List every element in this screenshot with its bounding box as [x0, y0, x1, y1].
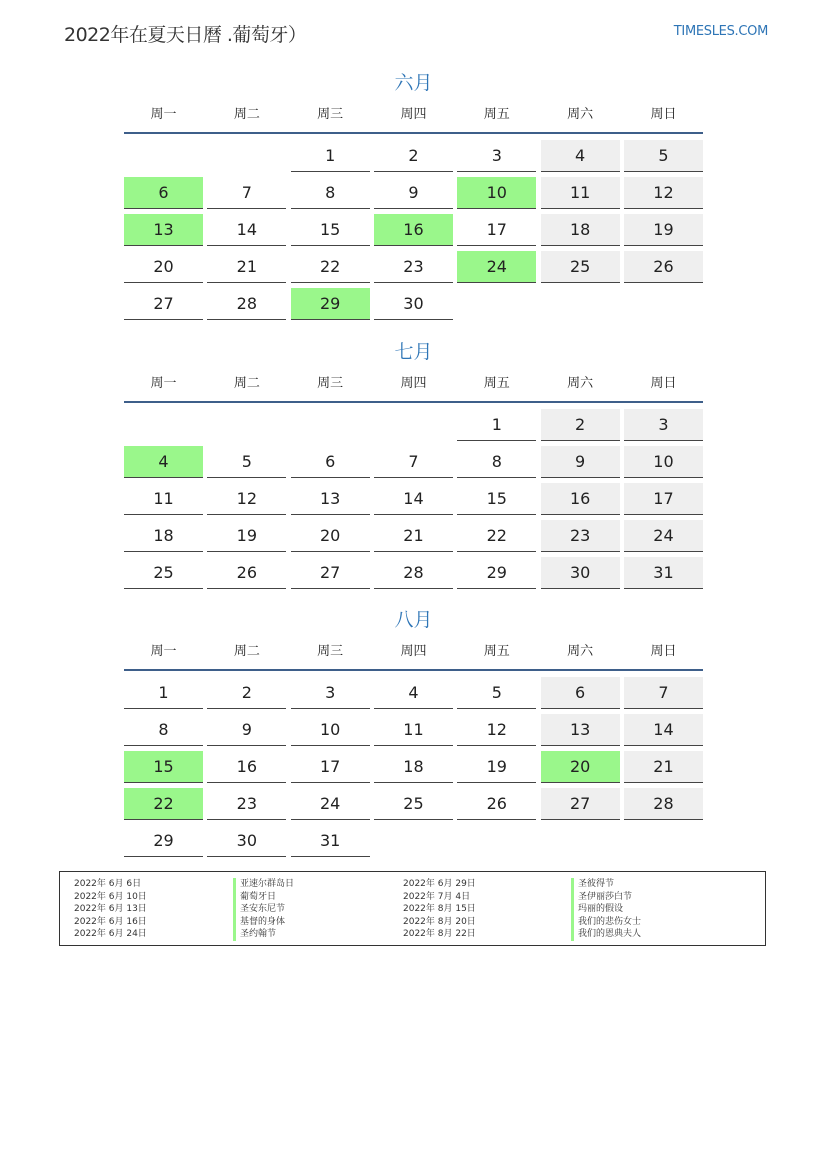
legend-holiday-name: 亚速尔群岛日	[233, 878, 294, 891]
weekday-header	[124, 104, 703, 134]
day-grid	[124, 140, 703, 320]
legend-holiday-name: 圣约翰节	[233, 928, 294, 941]
day-cell: 11	[124, 483, 203, 515]
weekday-label: 周日	[650, 376, 677, 391]
day-cell: 28	[374, 557, 453, 589]
month-title: 八月	[394, 609, 433, 631]
day-cell: 30	[541, 557, 620, 589]
day-cell: 27	[541, 788, 620, 820]
weekday-label: 周四	[400, 644, 427, 659]
day-cell: 26	[457, 788, 536, 820]
legend-dates-col-1	[74, 878, 147, 941]
day-cell: 16	[374, 214, 453, 246]
legend-dates-col-2	[403, 878, 476, 941]
day-cell: 1	[457, 409, 536, 441]
document-title: 2022年在夏天日曆 .葡萄牙）	[64, 24, 307, 46]
site-link[interactable]: TIMESLES.COM	[673, 24, 768, 39]
day-cell: 19	[207, 520, 286, 552]
empty-cell	[207, 140, 286, 171]
day-cell: 9	[374, 177, 453, 209]
day-cell: 15	[291, 214, 370, 246]
day-cell: 4	[374, 677, 453, 709]
day-cell: 8	[291, 177, 370, 209]
day-cell: 31	[291, 825, 370, 857]
day-cell: 25	[124, 557, 203, 589]
empty-cell	[374, 409, 453, 440]
day-cell: 18	[374, 751, 453, 783]
legend-date: 2022年 7月 4日	[403, 891, 471, 902]
day-cell: 21	[624, 751, 703, 783]
legend-date: 2022年 6月 16日	[74, 916, 147, 927]
weekday-label: 周四	[400, 107, 427, 122]
month-august	[124, 605, 703, 857]
day-cell: 27	[124, 288, 203, 320]
weekday-label: 周三	[317, 644, 344, 659]
day-cell: 11	[374, 714, 453, 746]
day-cell: 2	[541, 409, 620, 441]
empty-cell	[207, 409, 286, 440]
weekday-label: 周二	[233, 107, 260, 122]
day-cell: 14	[207, 214, 286, 246]
weekday-label: 周二	[233, 644, 260, 659]
legend-date: 2022年 8月 20日	[403, 916, 476, 927]
day-cell: 29	[291, 288, 370, 320]
day-cell: 27	[291, 557, 370, 589]
legend-holiday-name: 我们的悲伤女士	[571, 916, 641, 929]
day-cell: 28	[207, 288, 286, 320]
day-cell: 6	[124, 177, 203, 209]
weekday-label: 周五	[483, 644, 510, 659]
weekday-header	[124, 373, 703, 403]
day-cell: 3	[457, 140, 536, 172]
day-grid	[124, 409, 703, 589]
legend-names-col-2	[571, 878, 641, 941]
day-cell: 19	[624, 214, 703, 246]
weekday-label: 周日	[650, 107, 677, 122]
day-cell: 31	[624, 557, 703, 589]
day-cell: 12	[207, 483, 286, 515]
weekday-header	[124, 641, 703, 671]
day-cell: 22	[124, 788, 203, 820]
day-cell: 6	[541, 677, 620, 709]
day-cell: 28	[624, 788, 703, 820]
day-cell: 17	[457, 214, 536, 246]
day-cell: 19	[457, 751, 536, 783]
weekday-label: 周五	[483, 107, 510, 122]
day-cell: 24	[291, 788, 370, 820]
day-cell: 17	[291, 751, 370, 783]
day-cell: 2	[374, 140, 453, 172]
weekday-label: 周五	[483, 376, 510, 391]
day-cell: 4	[124, 446, 203, 478]
legend-date: 2022年 6月 13日	[74, 904, 147, 914]
legend-holiday-name: 圣安东尼节	[233, 903, 294, 916]
weekday-label: 周三	[317, 107, 344, 122]
legend-holiday-name: 葡萄牙日	[233, 891, 294, 904]
legend-date: 2022年 8月 22日	[403, 929, 476, 939]
weekday-label: 周一	[150, 644, 177, 659]
day-cell: 26	[207, 557, 286, 589]
weekday-label: 周二	[233, 376, 260, 391]
day-cell: 16	[541, 483, 620, 515]
legend-holiday-name: 圣彼得节	[571, 878, 641, 891]
day-cell: 6	[291, 446, 370, 478]
day-cell: 9	[207, 714, 286, 746]
day-cell: 10	[624, 446, 703, 478]
day-cell: 5	[624, 140, 703, 172]
day-cell: 23	[374, 251, 453, 283]
day-cell: 29	[457, 557, 536, 589]
day-cell: 22	[457, 520, 536, 552]
day-cell: 2	[207, 677, 286, 709]
day-cell: 25	[374, 788, 453, 820]
day-cell: 25	[541, 251, 620, 283]
day-cell: 13	[124, 214, 203, 246]
day-cell: 13	[291, 483, 370, 515]
day-cell: 7	[374, 446, 453, 478]
empty-cell	[291, 409, 370, 440]
day-cell: 22	[291, 251, 370, 283]
legend-date: 2022年 6月 29日	[403, 879, 476, 889]
holiday-legend	[59, 871, 766, 946]
weekday-label: 周六	[567, 644, 594, 659]
day-cell: 23	[207, 788, 286, 820]
day-cell: 14	[624, 714, 703, 746]
legend-holiday-name: 基督的身体	[233, 916, 294, 929]
weekday-label: 周日	[650, 644, 677, 659]
legend-date: 2022年 6月 24日	[74, 929, 147, 939]
day-cell: 8	[457, 446, 536, 478]
legend-holiday-name: 玛丽的假设	[571, 903, 641, 916]
day-cell: 21	[374, 520, 453, 552]
day-cell: 10	[291, 714, 370, 746]
day-cell: 4	[541, 140, 620, 172]
legend-holiday-name: 我们的恩典夫人	[571, 928, 641, 941]
legend-date: 2022年 6月 6日	[74, 879, 142, 889]
day-cell: 8	[124, 714, 203, 746]
day-cell: 7	[207, 177, 286, 209]
day-cell: 3	[624, 409, 703, 441]
weekday-label: 周一	[150, 107, 177, 122]
day-cell: 10	[457, 177, 536, 209]
day-cell: 30	[374, 288, 453, 320]
day-cell: 26	[624, 251, 703, 283]
day-cell: 23	[541, 520, 620, 552]
weekday-label: 周一	[150, 376, 177, 391]
weekday-label: 周三	[317, 376, 344, 391]
day-cell: 3	[291, 677, 370, 709]
day-cell: 9	[541, 446, 620, 478]
day-cell: 24	[624, 520, 703, 552]
month-july	[124, 337, 703, 589]
day-cell: 12	[457, 714, 536, 746]
day-cell: 15	[124, 751, 203, 783]
weekday-label: 周六	[567, 107, 594, 122]
month-title: 六月	[394, 72, 433, 94]
day-cell: 13	[541, 714, 620, 746]
empty-cell	[124, 409, 203, 440]
day-cell: 24	[457, 251, 536, 283]
day-cell: 20	[291, 520, 370, 552]
day-cell: 29	[124, 825, 203, 857]
day-cell: 21	[207, 251, 286, 283]
legend-date: 2022年 6月 10日	[74, 891, 147, 902]
day-cell: 18	[541, 214, 620, 246]
day-cell: 11	[541, 177, 620, 209]
legend-names-col-1	[233, 878, 294, 941]
weekday-label: 周六	[567, 376, 594, 391]
day-cell: 17	[624, 483, 703, 515]
day-cell: 1	[291, 140, 370, 172]
day-cell: 18	[124, 520, 203, 552]
day-cell: 30	[207, 825, 286, 857]
month-title: 七月	[394, 341, 433, 363]
month-june	[124, 68, 703, 320]
day-cell: 20	[541, 751, 620, 783]
legend-holiday-name: 圣伊丽莎白节	[571, 891, 641, 904]
day-cell: 7	[624, 677, 703, 709]
weekday-label: 周四	[400, 376, 427, 391]
day-cell: 20	[124, 251, 203, 283]
legend-date: 2022年 8月 15日	[403, 904, 476, 914]
day-cell: 5	[207, 446, 286, 478]
day-cell: 5	[457, 677, 536, 709]
day-cell: 16	[207, 751, 286, 783]
day-cell: 12	[624, 177, 703, 209]
day-grid	[124, 677, 703, 857]
empty-cell	[124, 140, 203, 171]
day-cell: 14	[374, 483, 453, 515]
day-cell: 15	[457, 483, 536, 515]
day-cell: 1	[124, 677, 203, 709]
